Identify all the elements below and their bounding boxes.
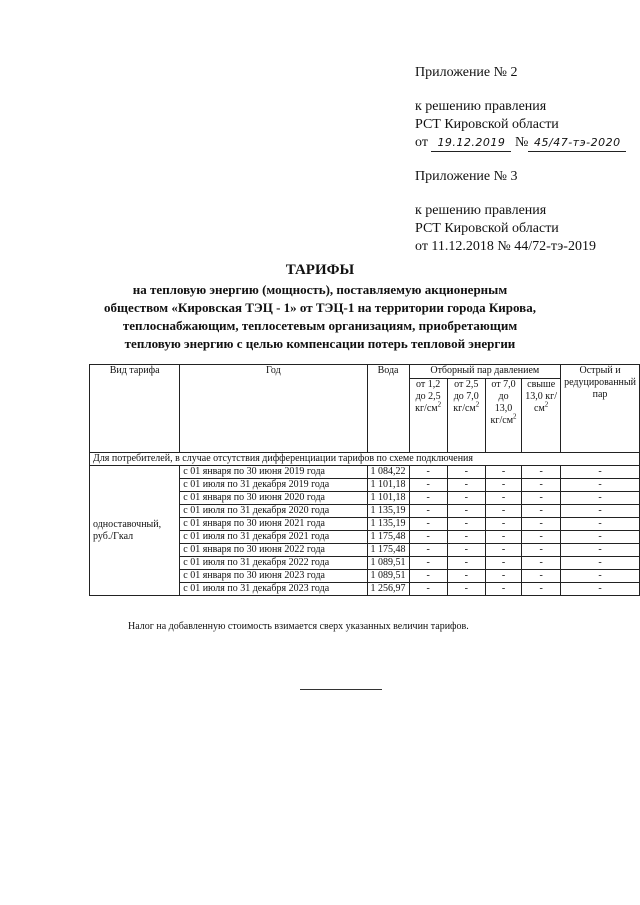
- period-cell: с 01 июля по 31 декабря 2020 года: [180, 505, 367, 518]
- dash-cell: -: [522, 557, 561, 570]
- period-cell: с 01 июля по 31 декабря 2022 года: [180, 557, 367, 570]
- dash-cell: -: [447, 492, 485, 505]
- dash-cell: -: [447, 570, 485, 583]
- header-steam: Отборный пар давлением: [409, 365, 561, 379]
- dash-cell: -: [522, 479, 561, 492]
- dash-cell: -: [447, 518, 485, 531]
- appendix3-title: Приложение № 3: [415, 169, 518, 184]
- appendix2-title: Приложение № 2: [415, 65, 518, 80]
- dash-cell: -: [522, 570, 561, 583]
- header-tariff-type: Вид тарифа: [90, 365, 180, 453]
- handwritten-number: 45/47-тэ-2020: [528, 134, 626, 152]
- appendix2-to-decision: к решению правления: [415, 99, 547, 114]
- dash-cell: -: [409, 544, 447, 557]
- water-value-cell: 1 101,18: [367, 479, 409, 492]
- header-pressure-1: от 1,2 до 2,5 $кг/см^2$: [409, 379, 447, 453]
- dash-cell: -: [561, 479, 640, 492]
- dash-cell: -: [485, 466, 521, 479]
- water-value-cell: 1 135,19: [367, 505, 409, 518]
- vat-note: Налог на добавленную стоимость взимается сверх указанных величин тарифов.: [128, 621, 469, 632]
- doc-subtitle-line4: тепловую энергию с целью компенсации потерь тепловой энергии: [124, 336, 516, 351]
- dash-cell: -: [485, 492, 521, 505]
- dash-cell: -: [561, 544, 640, 557]
- dash-cell: -: [409, 479, 447, 492]
- dash-cell: -: [447, 479, 485, 492]
- dash-cell: -: [409, 518, 447, 531]
- water-value-cell: 1 175,48: [367, 544, 409, 557]
- dash-cell: -: [409, 505, 447, 518]
- tariff-type-cell: одноставочный, руб./Гкал: [90, 466, 180, 596]
- appendix2-num-prefix: №: [514, 135, 529, 150]
- doc-subtitle-line3: теплоснабжающим, теплосетевым организациям, приобретающим: [122, 318, 518, 333]
- dash-cell: -: [561, 570, 640, 583]
- dash-cell: -: [485, 570, 521, 583]
- dash-cell: -: [485, 544, 521, 557]
- dash-cell: -: [561, 557, 640, 570]
- dash-cell: -: [485, 557, 521, 570]
- period-cell: с 01 июля по 31 декабря 2023 года: [180, 583, 367, 596]
- dash-cell: -: [485, 531, 521, 544]
- dash-cell: -: [409, 583, 447, 596]
- dash-cell: -: [447, 505, 485, 518]
- appendix3-authority: РСТ Кировской области: [415, 221, 559, 236]
- header-pressure-3: от 7,0 до 13,0 $кг/см^2$: [485, 379, 521, 453]
- dash-cell: -: [409, 466, 447, 479]
- dash-cell: -: [561, 505, 640, 518]
- period-cell: с 01 января по 30 июня 2020 года: [180, 492, 367, 505]
- water-value-cell: 1 175,48: [367, 531, 409, 544]
- handwritten-date: 19.12.2019: [431, 134, 511, 152]
- dash-cell: -: [485, 518, 521, 531]
- header-sharp-steam: Острый и редуцированный пар: [561, 365, 640, 453]
- header-pressure-2: от 2,5 до 7,0 $кг/см^2$: [447, 379, 485, 453]
- dash-cell: -: [561, 518, 640, 531]
- dash-cell: -: [447, 544, 485, 557]
- dash-cell: -: [485, 479, 521, 492]
- doc-subtitle-line2: обществом «Кировская ТЭЦ - 1» от ТЭЦ-1 на территории города Кирова,: [104, 300, 536, 315]
- water-value-cell: 1 135,19: [367, 518, 409, 531]
- dash-cell: -: [522, 544, 561, 557]
- dash-cell: -: [409, 492, 447, 505]
- dash-cell: -: [522, 466, 561, 479]
- dash-cell: -: [447, 583, 485, 596]
- section-row: Для потребителей, в случае отсутствия дифференциации тарифов по схеме подключения: [90, 453, 640, 466]
- header-pressure-4: свыше 13,0 $кг/см^2$: [522, 379, 561, 453]
- dash-cell: -: [522, 492, 561, 505]
- dash-cell: -: [561, 466, 640, 479]
- dash-cell: -: [447, 466, 485, 479]
- period-cell: с 01 января по 30 июня 2019 года: [180, 466, 367, 479]
- dash-cell: -: [409, 557, 447, 570]
- tariff-table: [89, 364, 640, 596]
- doc-title: ТАРИФЫ: [285, 262, 355, 278]
- dash-cell: -: [409, 570, 447, 583]
- water-value-cell: 1 084,22: [367, 466, 409, 479]
- header-year: Год: [180, 365, 367, 453]
- dash-cell: -: [485, 505, 521, 518]
- doc-subtitle-line1: на тепловую энергию (мощность), поставляемую акционерным: [132, 282, 508, 297]
- dash-cell: -: [522, 531, 561, 544]
- appendix2-date-line: [415, 134, 626, 152]
- water-value-cell: 1 089,51: [367, 570, 409, 583]
- dash-cell: -: [561, 583, 640, 596]
- end-line: [300, 689, 382, 690]
- appendix3-ref: от 11.12.2018 № 44/72-тэ-2019: [415, 239, 596, 254]
- dash-cell: -: [561, 492, 640, 505]
- water-value-cell: 1 089,51: [367, 557, 409, 570]
- period-cell: с 01 июля по 31 декабря 2021 года: [180, 531, 367, 544]
- water-value-cell: 1 101,18: [367, 492, 409, 505]
- period-cell: с 01 июля по 31 декабря 2019 года: [180, 479, 367, 492]
- dash-cell: -: [561, 531, 640, 544]
- period-cell: с 01 января по 30 июня 2021 года: [180, 518, 367, 531]
- dash-cell: -: [522, 518, 561, 531]
- dash-cell: -: [447, 557, 485, 570]
- period-cell: с 01 января по 30 июня 2022 года: [180, 544, 367, 557]
- appendix2-authority: РСТ Кировской области: [415, 117, 559, 132]
- appendix2-from-prefix: от: [415, 135, 428, 150]
- table-row: [90, 466, 640, 479]
- dash-cell: -: [485, 583, 521, 596]
- period-cell: с 01 января по 30 июня 2023 года: [180, 570, 367, 583]
- dash-cell: -: [522, 583, 561, 596]
- dash-cell: -: [409, 531, 447, 544]
- water-value-cell: 1 256,97: [367, 583, 409, 596]
- appendix3-to-decision: к решению правления: [415, 203, 547, 218]
- header-water: Вода: [367, 365, 409, 453]
- dash-cell: -: [447, 531, 485, 544]
- dash-cell: -: [522, 505, 561, 518]
